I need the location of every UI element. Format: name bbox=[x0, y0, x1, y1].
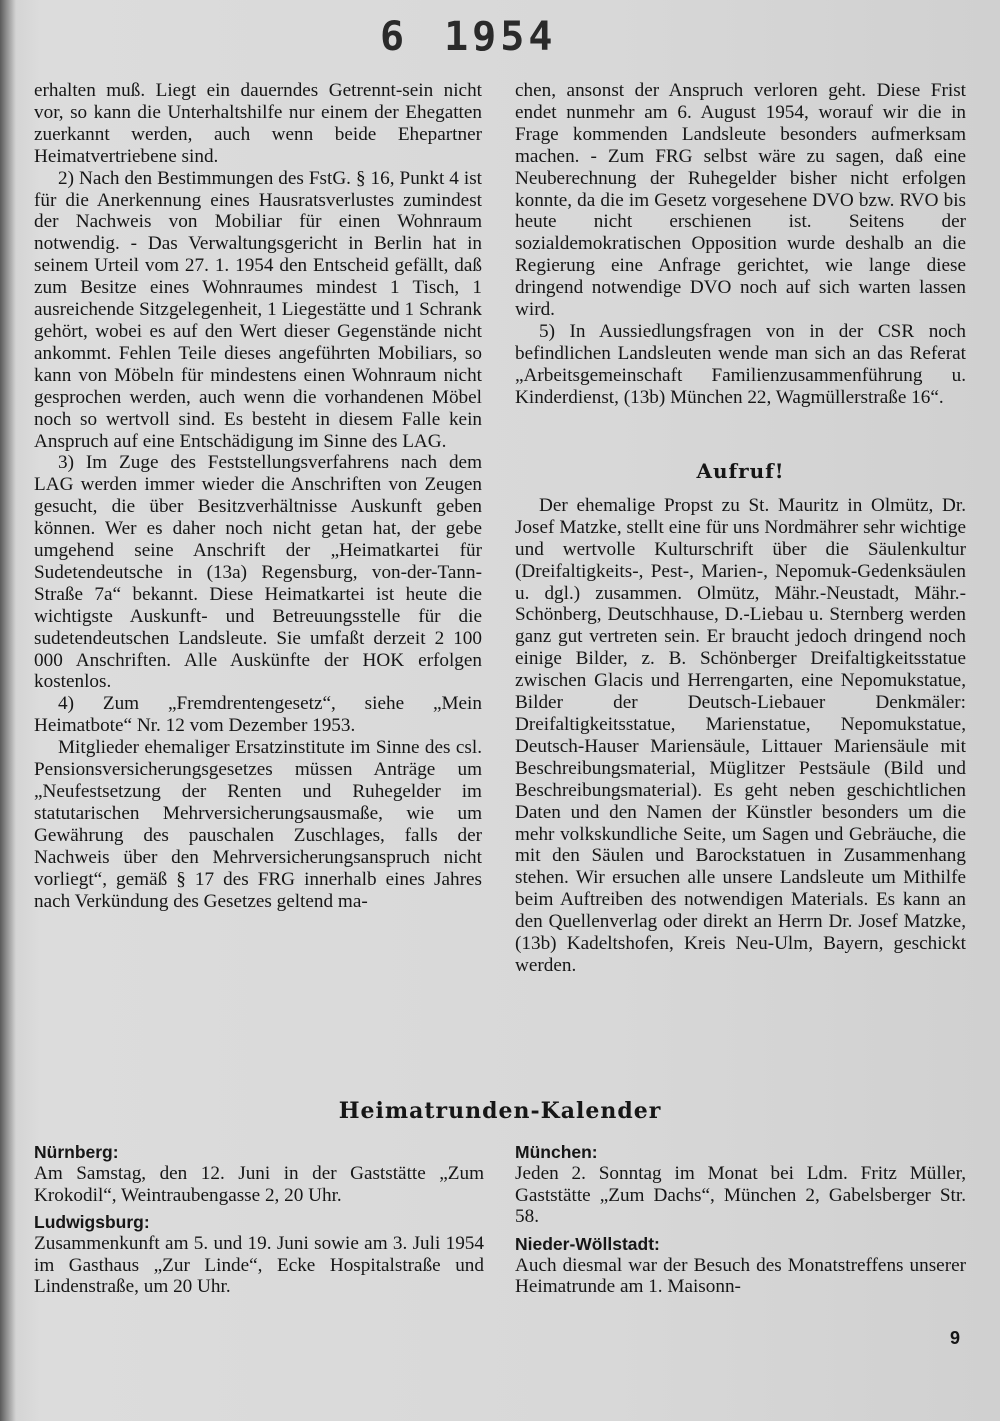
paragraph: 3) Im Zuge des Feststellungsverfahrens nach dem LAG werden immer wieder die Anschriften von Zeugen gesucht, die über Besitzverhältnisse Auskunft geben können. Wer es daher noch nicht getan hat, der gebe umgehend seine Anschrift der „Heimatkartei für Sudetendeutsche in (13a) Regensburg, von-der-Tann-Straße 7a“ bekannt. Diese Heimatkartei ist heute die wichtigste Auskunft- und Betreuungsstelle für die sudetendeutschen Landsleute. Sie umfaßt derzeit 2 100 000 Anschriften. Alle Auskünfte der HOK erfolgen kostenlos. bbox=[34, 452, 482, 693]
paragraph: Mitglieder ehemaliger Ersatzinstitute im Sinne des csl. Pensionsversicherungsgesetzes müssen Anträge um „Neufestsetzung der Renten und Ruhegelder im statutarischen Mehrversicherungsausmaße, wie um Gewährung des pauschalen Zuschlages, falls der Nachweis über den Mehrversicherungsanspruch nicht vorliegt“, gemäß § 17 des FRG innerhalb eines Jahres nach Verkündung des Gesetzes geltend ma- bbox=[34, 737, 482, 912]
paragraph: 5) In Aussiedlungsfragen von in der CSR noch befindlichen Landsleuten wende man sich an das Referat „Arbeitsgemeinschaft Familienzusammenführung u. Kinderdienst, (13b) München 22, Wagmüllerstraße 16“. bbox=[515, 320, 966, 408]
calendar-heading: Heimatrunden-Kalender bbox=[338, 1098, 662, 1124]
calendar-text: Auch diesmal war der Besuch des Monatstreffens unserer Heimatrunde am 1. Maisonn- bbox=[515, 1254, 966, 1297]
right-column bbox=[515, 80, 966, 977]
calendar-place: Nieder-Wöllstadt: bbox=[515, 1233, 660, 1254]
calendar-place: Nürnberg: bbox=[34, 1142, 119, 1162]
calendar-text: Zusammenkunft am 5. und 19. Juni sowie am 3. Juli 1954 im Gasthaus „Zur Linde“, Ecke Hospitalstraße und Lindenstraße, um 20 Uhr. bbox=[34, 1233, 484, 1297]
calendar-text: Am Samstag, den 12. Juni in der Gaststätte „Zum Krokodil“, Weintraubengasse 2, 20 Uhr. bbox=[34, 1163, 484, 1206]
aufruf-heading: Aufruf! bbox=[696, 459, 785, 483]
calendar-place: München: bbox=[515, 1142, 598, 1162]
left-column bbox=[34, 80, 482, 912]
paragraph: 2) Nach den Bestimmungen des FstG. § 16, Punkt 4 ist für die Anerkennung eines Hausratsverlustes zumindest der Nachweis von Mobiliar für einen Wohnraum notwendig. - Das Verwaltungsgericht in Berlin hat in seinem Urteil vom 27. 1. 1954 den Entscheid gefällt, daß zum Besitze eines Wohnraumes mindest 1 Tisch, 1 ausreichende Sitzgelegenheit, 1 Liegestätte und 1 Schrank gehört, wobei es auf den Wert dieser Gegenstände nicht ankommt. Fehlen Teile dieses angeführten Mobiliars, so kann von Möbeln für mindestens einen Wohnraum nicht gesprochen werden, auch wenn die vorhandenen Möbel noch so wertvoll sind. Es besteht in diesem Falle kein Anspruch auf eine Entschädigung im Sinne des LAG. bbox=[34, 167, 482, 452]
calendar-entry bbox=[34, 1212, 484, 1298]
paragraph: chen, ansonst der Anspruch verloren geht. Diese Frist endet nunmehr am 6. August 1954, worauf wir die in Frage kommenden Landsleute besonders aufmerksam machen. - Zum FRG selbst wäre zu sagen, daß eine Neuberechnung der Ruhegelder bisher nicht erfolgen konnte, da die im Gesetz vorgesehene DVO bzw. RVO bis heute nicht erschienen ist. Seitens der sozialdemokratischen Opposition wurde deshalb an die Regierung eine Anfrage gerichtet, wie lange diese dringend notwendige DVO noch auf sich warten lassen wird. bbox=[515, 80, 966, 321]
calendar-place: Ludwigsburg: bbox=[34, 1212, 150, 1232]
issue-header bbox=[380, 14, 640, 60]
page-number: 9 bbox=[950, 1328, 961, 1348]
calendar-text: Jeden 2. Sonntag im Monat bei Ldm. Fritz Müller, Gaststätte „Zum Dachs“, München 2, Gabelsberger Str. 58. bbox=[515, 1163, 966, 1227]
aufruf-paragraph: Der ehemalige Propst zu St. Mauritz in Olmütz, Dr. Josef Matzke, stellt eine für uns Nordmährer sehr wichtige und wertvolle Kulturschrift über die Säulenkultur (Dreifaltigkeits-, Pest-, Marien-, Nepomuk-Gedenksäulen u. dgl.) zusammen. Olmütz, Mähr.-Neustadt, Mähr.-Schönberg, Deutschhause, D.-Liebau u. Sternberg werden ganz gut vertreten sein. Er braucht jedoch dringend noch einige Bilder, z. B. Schönberger Dreifaltigkeitsstatue zwischen Glacis und Herrengarten, eine Nepomukstatue, Bilder der Deutsch-Liebauer Denkmäler: Dreifaltigkeitsstatue, Marienstatue, Nepomukstatue, Deutsch-Hauser Mariensäule, Littauer Mariensäule mit Beschreibungsmaterial, Müglitzer Pestsäule (Bild und Beschreibungsmaterial). Es geht neben geschichtlichen Daten und den Namen der Künstler besonders um die mehr volkskundliche Seite, um Sagen und Gebräuche, die mit den Säulen und Barockstatuen in Zusammenhang stehen. Wir ersuchen alle unsere Landsleute um Mithilfe beim Auftreiben des notwendigen Materials. Es kann an den Quellenverlag oder direkt an Herrn Dr. Josef Matzke, (13b) Kadeltshofen, Kreis Neu-Ulm, Bayern, geschickt werden. bbox=[515, 494, 966, 976]
calendar-entry bbox=[34, 1142, 484, 1206]
issue-year: 1954 bbox=[444, 14, 557, 60]
paragraph: erhalten muß. Liegt ein dauerndes Getrennt-sein nicht vor, so kann die Unterhaltshilfe nur einem der Ehegatten zuerkannt werden, auch wenn beide Ehepartner Heimatvertriebene sind. bbox=[34, 80, 482, 167]
paragraph: 4) Zum „Fremdrentengesetz“, siehe „Mein Heimatbote“ Nr. 12 vom Dezember 1953. bbox=[34, 693, 482, 737]
calendar-entry bbox=[515, 1234, 966, 1298]
issue-number: 6 bbox=[380, 14, 409, 60]
calendar-left-column bbox=[34, 1142, 484, 1304]
calendar-right-column bbox=[515, 1142, 966, 1304]
calendar-entry bbox=[515, 1142, 966, 1228]
right-column-text bbox=[515, 80, 966, 443]
